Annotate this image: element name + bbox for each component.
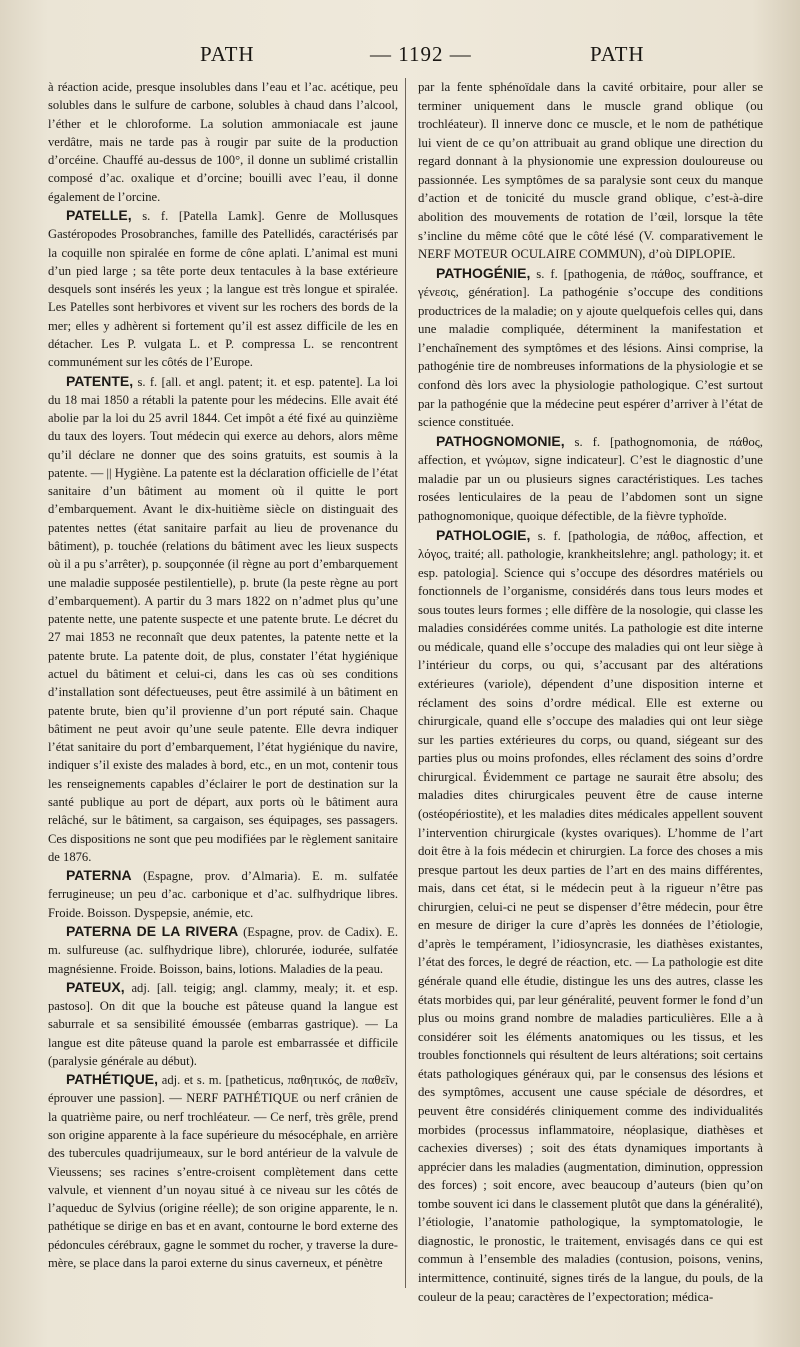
entry-patelle — [48, 206, 398, 372]
entry-term: PATHÉTIQUE, — [66, 1071, 159, 1088]
entry-text: s. f. [all. et angl. patent; it. et esp. patente]. La loi du 18 mai 1850 a rétabli la patente pour les médecins. Elle avait été abolie par la loi du 25 avril 1844. Cet impôt a été fixé au quinzième du taux des loyers. Tout médecin qui exerce au dehors, alors même qu’il déclare ne donner que des soins gratuits, est soumis à la patente. — || Hygiène. La patente est la déclaration officielle de l’état sanitaire d’un bâtiment au moment où il quitte le port d’embarquement. Avant le dix-huitième siècle on distinguait des patentes nettes (état sanitaire parfait au lieu de provenance du bâtiment), p. touchée (relations du bâtiment avec les lieux suspects où il a pu s’arrêter), p. soupçonnée (il règne au port d’embarquement une maladie supposée pestilentielle), p. brute (la peste règne au port d’embarquement). A partir du 3 mars 1822 on n’admet plus qu’une patente nette, une patente suspecte et une patente brute. Le décret du 27 mai 1853 ne reconnaît que deux patentes, la patente nette et la patente brute. La patente doit, de plus, constater l’état hygiénique actuel du bâtiment et celui-ci, dans les cas où ses conditions d’installation sont défectueuses, peut être assimilé à un bâtiment en patente brute, bien qu’il provienne d’un port réputé sain. Chaque bâtiment ne peut avoir qu’une seule patente. Elle devra indiquer l’état sanitaire du port d’embarquement, l’état hygiénique du navire, indiquer s’il existe des malades à bord, etc., en un mot, contenir tous les renseignements capables d’éclairer le port de destination sur la santé publique au port de départ, aux ports où le bâtiment aura relâché, sur le bâtiment, sa cargaison, ses équipages, ses passagers. Ces dispositions ne sont que peu modifiées par le règlement sanitaire de 1876. — [48, 374, 398, 864]
column-divider — [405, 78, 406, 1288]
entry-pathognomonie — [418, 432, 763, 526]
entry-term: PATERNA — [66, 867, 132, 884]
entry-term: PATEUX, — [66, 978, 125, 995]
entry-term: PATERNA DE LA RIVERA — [66, 922, 239, 939]
entry-pateux — [48, 978, 398, 1070]
entry-text: adj. [all. teigig; angl. clammy, mealy; it. et esp. pastoso]. On dit que la bouche est pâteuse quand la langue est saburrale et sa sensibilité émoussée (embarras gastrique). — La langue est dite pâteuse quand la parole est embarrassée et difficile (paralysie générale au début). — [48, 980, 398, 1068]
entry-term: PATHOLOGIE, — [436, 526, 531, 543]
entry-text: (Espagne, prov. d’Almaria). E. m. sulfatée ferrugineuse; un peu d’ac. carbonique et d’ac. sulfhydrique libres. Froide. Boisson. Dyspepsie, anémie, etc. — [48, 869, 399, 920]
page-number: — 1192 — — [370, 42, 472, 66]
entry-pathetique — [48, 1070, 398, 1272]
entry-paterna-de-la-rivera — [48, 922, 398, 978]
entry-text: s. f. [pathogenia, de πάθος, souffrance, et γένεσις, génération]. La pathogénie s’occupe des conditions productrices de la maladie; on y ajoute quelquefois celles qui, dans une maladie compliquée, déterminent la manifestation et l’enchaînement des symptômes et des lésions. Ainsi comprise, la pathogénie tire de nombreuses informations de la physiologie et se confond dès lors avec la physiologie pathologique. C’est surtout par la pathogénie que la médecine peut espérer d’arriver à l’état de science constituée. — [418, 266, 763, 430]
entry-term: PATELLE, — [66, 206, 132, 223]
entry-term: PATHOGÉNIE, — [436, 264, 531, 281]
entry-term: PATHOGNOMONIE, — [436, 432, 565, 449]
entry-continuation — [418, 78, 763, 264]
entry-term: PATENTE, — [66, 372, 134, 389]
entry-text: s. f. [pathognomonia, de πάθος, affection, et γνώμων, signe indicateur]. C’est le diagnostic d’une maladie par un ou plusieurs signes caractéristiques. Les taches rosées lenticulaires de la peau de l’abdomen sont un signe pathognomonique, quoique défectible, de la fièvre typhoïde. — [418, 434, 763, 523]
entry-text: adj. et s. m. [patheticus, παθητικός, de παθεῖν, éprouver une passion]. — NERF PATHÉTIQUE ou nerf crânien de la quatrième paire, ou nerf trochléateur. — Ce nerf, très grêle, prend son origine apparente à la face supérieure du mésocéphale, en arrière des tubercules quadrijumeaux, sur le bord antérieur de la valvule de Vieussens; ses racines s’entre-croisent complètement dans cette valvule, et viennent d’un noyau situé à ce niveau sur les côtés de l’aqueduc de Sylvius (origine réelle); de son origine apparente, le n. pathétique se dirige en bas et en avant, contourne le bord externe des pédoncules cérébraux, gagne le sommet du rocher, y traverse la dure-mère, se place dans la paroi externe du sinus caverneux, et pénètre — [48, 1073, 398, 1270]
entry-text: (Espagne, prov. de Cadix). E. m. sulfureuse (ac. sulfhydrique libre), chlorurée, iodurée, sulfatée magnésienne. Froide. Boisson, bains, lotions. Maladies de la peau. — [48, 924, 398, 976]
entry-pathogenie — [418, 264, 763, 432]
entry-pathologie — [418, 526, 763, 1307]
entry-patente — [48, 372, 398, 867]
running-head-right: PATH — [590, 42, 645, 66]
right-column — [418, 78, 763, 1306]
entry-text: s. f. [Patella Lamk]. Genre de Mollusques Gastéropodes Prosobranches, famille des Patellidés, caractérisés par la coquille non spiralée en forme de cône aplati. L’animal est muni d’un pied large ; sa tête porte deux tentacules à la base extérieure desquels sont insérés les yeux ; la langue est très longue et spiralée. Les Patelles sont herbivores et vivent sur les rochers des bords de la mer; elles y adhèrent si fortement qu’il est assez difficile de les en détacher. Les P. vulgata L. et P. compressa L. se rencontrent communément sur les côtés de l’Europe. — [48, 208, 399, 370]
entry-continuation — [48, 78, 398, 206]
entry-text: par la fente sphénoïdale dans la cavité orbitaire, pour aller se terminer uniquement dans le muscle grand oblique (ou trochléateur). Il innerve donc ce muscle, et le nom de pathétique lui vient de ce qu’on attribuait au grand oblique une direction du regard donnant à la physionomie une expression douloureuse ou passionnée. Les symptômes de sa paralysie sont ceux du manque d’action et de tonicité du muscle grand oblique, c’est-à-dire abolition des mouvements de rotation de l’œil, lorsque la tête s’incline du même côté que le côté lésé (V. comparativement le NERF MOTEUR OCULAIRE COMMUN), d’où DIPLOPIE. — [418, 80, 763, 262]
entry-text: à réaction acide, presque insolubles dans l’eau et l’ac. acétique, peu solubles dans le sulfure de carbone, solubles à chaud dans l’alcool, l’éther et le chloroforme. La solution ammoniacale est jaune verdâtre, mais ne tarde pas à rougir par suite de la production d’orcéine. Chauffé au-dessus de 100°, il donne un sublimé cristallin composé d’ac. oxalique et d’orcine; bouilli avec l’eau, il donne également de l’orcine. — [48, 80, 398, 204]
running-head-left: PATH — [200, 42, 255, 66]
left-column — [48, 78, 398, 1272]
entry-paterna — [48, 866, 398, 922]
entry-text: s. f. [pathologia, de πάθος, affection, et λόγος, traité; all. pathologie, krankheitslehre; angl. pathology; it. et esp. patologia]. Science qui s’occupe des désordres matériels ou fonctionnels de l’organisme, considérés dans tous leurs modes et sous toutes leurs formes ; elle diffère de la nosologie, qui classe les maladies considérées comme unités. La pathologie est dite interne ou médicale, quand elle s’occupe des maladies qui ont leur siège à l’intérieur du corps, ou qui, s’accusant par des altérations extérieures (variole), dépendent d’une disposition interne et réclament des soins d’ordre médical. Elle est externe ou chirurgicale, quand elle s’occupe des maladies qui ont leur siège sur les parties extérieures du corps, ou quand, siégeant sur des parties plus ou moins profondes, elles réclament des soins d’ordre chirurgical. Évidemment ce partage ne saurait être absolu; des maladies dites chirurgicales peuvent être de cause interne (ostéopériostite), et les maladies dites médicales appellent souvent l’intervention chirurgicale (kystes ovariques). L’homme de l’art doit être à la fois médecin et chirurgien. La force des choses a mis presque partout les deux parties de l’art en des mains différentes, mais, dans cet état, si le médecin peut à la rigueur n’être pas chirurgien, celui-ci ne peut se dispenser d’être médecin, pour être en mesure de diriger la cure d’après les données de l’étiologie, d’après le tempérament, l’idiosyncrasie, les diathèses existantes, l’état des forces, le degré de réaction, etc. — La pathologie est dite générale quand elle étudie, distingue les uns des autres, classe les états morbides qui, par leur généralité, peuvent former le fond d’un plus ou moins grand nombre de maladies particulières. Elle a à considérer soit les éléments anatomiques ou les tissus, et les troubles fonctionnels qui résultent de leurs altérations; soit certains états pathologiques généraux qui, par le consensus des lésions et des symptômes, accusent une cause spéciale de désordres, et peuvent être considérés cliniquement comme des individualités morbides (processus inflammatoire, néoplasique, diathèses et cachexies diverses) ; soit des états dynamiques importants à apprécier dans les maladies (augmentation, diminution, oppression des forces) ; soit encore, avec beaucoup d’auteurs (bien qu’on tombe souvent ici dans le classement plutôt que dans la généralité), l’étiologie, l’anatomie pathologique, la symptomatologie, le diagnostic, le pronostic, le traitement, envisagés dans ce qui est commun à l’ensemble des maladies (contusion, poisons, venins, intermittence, continuité, signes tirés de la langue, du pouls, de la couleur de la peau; caractères de l’expectoration; médica- — [418, 528, 763, 1304]
